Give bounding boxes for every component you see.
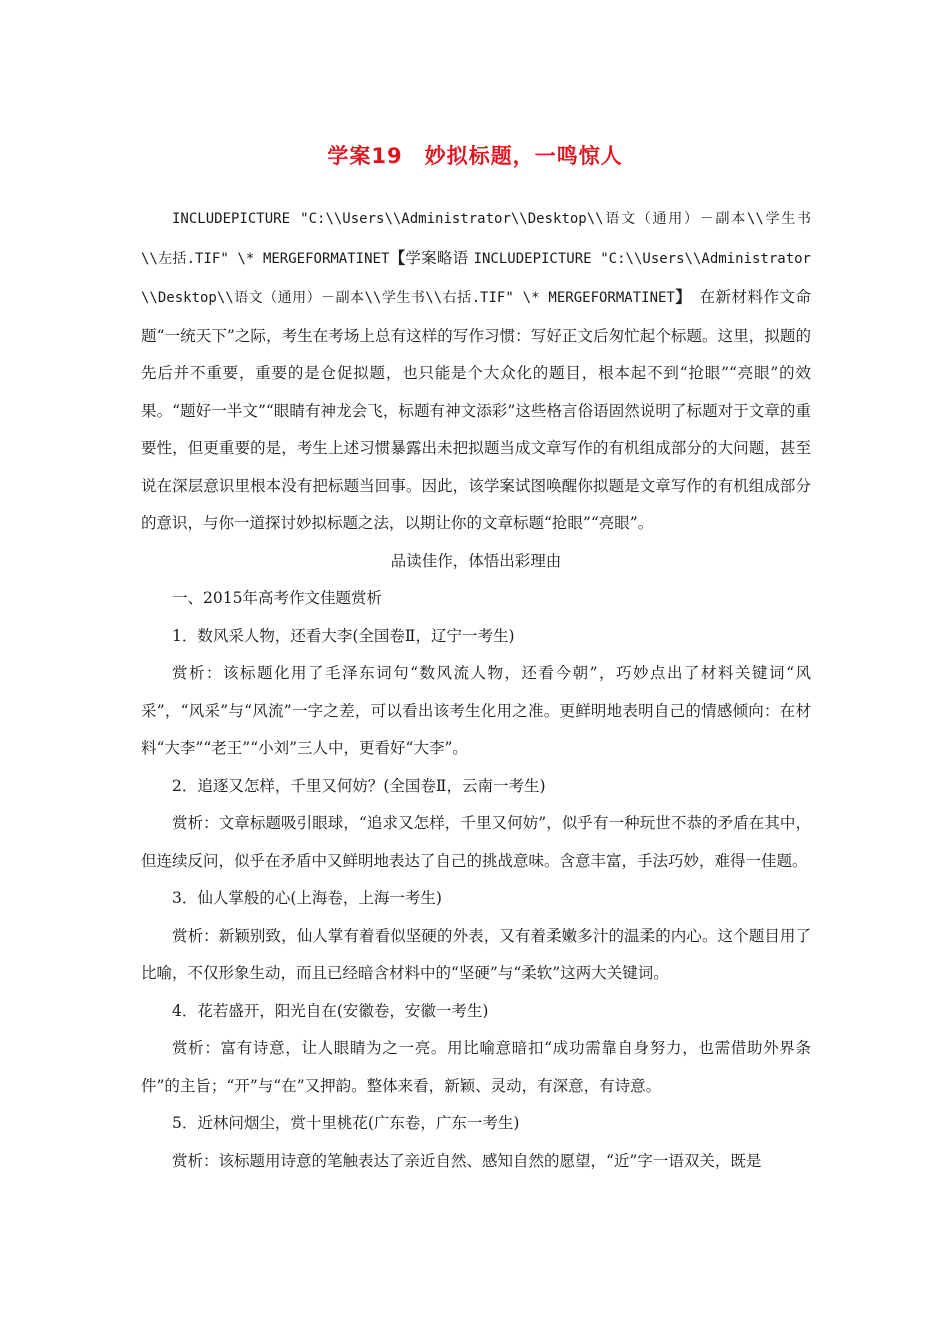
item-analysis: 赏析：富有诗意，让人眼睛为之一亮。用比喻意暗扣“成功需靠自身努力，也需借助外界条件”的主旨；“开”与“在”又押韵。整体来看，新颖、灵动，有深意，有诗意。	[141, 1039, 811, 1095]
item-analysis: 赏析：新颖别致，仙人掌有着看似坚硬的外表，又有着柔嫩多汁的温柔的内心。这个题目用了比喻，不仅形象生动，而且已经暗含材料中的“坚硬”与“柔软”这两大关键词。	[141, 926, 811, 982]
item-analysis: 赏析：文章标题吸引眼球，“追求又怎样，千里又何妨”，似乎有一种玩世不恭的矛盾在其中，但连续反问，似乎在矛盾中又鲜明地表达了自己的挑战意味。含意丰富，手法巧妙，难得一佳题。	[141, 814, 811, 870]
bracket-close: 】	[674, 287, 684, 306]
subsection-heading: 一、2015年高考作文佳题赏析	[172, 589, 382, 607]
item-analysis: 赏析：该标题化用了毛泽东词句“数风流人物，还看今朝”，巧妙点出了材料关键词“风采”，“风采”与“风流”一字之差，可以看出该考生化用之准。更鲜明地表明自己的情感倾向：在材料“大李”“老王”“小刘”三人中，更看好“大李”。	[141, 664, 811, 757]
field-code-left: INCLUDEPICTURE "C:\\Users\\Administrator\\Desktop\\语文（通用）－副本\\学生书\\左括.TIF" \* MERGEFORMATINET	[141, 211, 811, 267]
document-body	[141, 200, 811, 1180]
item-title: 2．追逐又怎样，千里又何妨？(全国卷Ⅱ，云南一考生)	[172, 776, 546, 795]
intro-text: 在新材料作文命题“一统天下”之际，考生在考场上总有这样的写作习惯：写好正文后匆忙起个标题。这里，拟题的先后并不重要，重要的是仓促拟题，也只能是个大众化的题目，根本起不到“抢眼”“亮眼”的效果。“题好一半文”“眼睛有神龙会飞，标题有神文添彩”这些格言俗语固然说明了标题对于文章的重要性，但更重要的是，考生上述习惯暴露出未把拟题当成文章写作的有机组成部分的大问题，甚至说在深层意识里根本没有把标题当回事。因此，该学案试图唤醒你拟题是文章写作的有机组成部分的意识，与你一道探讨妙拟标题之法，以期让你的文章标题“抢眼”“亮眼”。	[141, 288, 811, 532]
intro-label: 学案略语	[405, 248, 469, 267]
item-analysis: 赏析：该标题用诗意的笔触表达了亲近自然、感知自然的愿望，“近”字一语双关，既是	[172, 1151, 762, 1170]
bracket-open: 【	[389, 247, 406, 267]
section-heading: 品读佳作，体悟出彩理由	[390, 551, 562, 570]
page-title: 学案19 妙拟标题，一鸣惊人	[327, 144, 623, 168]
item-title: 4．花若盛开，阳光自在(安徽卷，安徽一考生)	[172, 1001, 489, 1020]
item-title: 5．近林问烟尘，赏十里桃花(广东卷，广东一考生)	[172, 1114, 520, 1132]
item-title: 1．数风采人物，还看大李(全国卷Ⅱ，辽宁一考生)	[172, 626, 515, 645]
item-title: 3．仙人掌般的心(上海卷，上海一考生)	[172, 889, 442, 907]
field-code-right: INCLUDEPICTURE "C:\\Users\\Administrator\\Desktop\\语文（通用）－副本\\学生书\\右括.TIF" \* MERGEFORMATINET	[141, 250, 811, 306]
intro-paragraph	[141, 200, 811, 543]
